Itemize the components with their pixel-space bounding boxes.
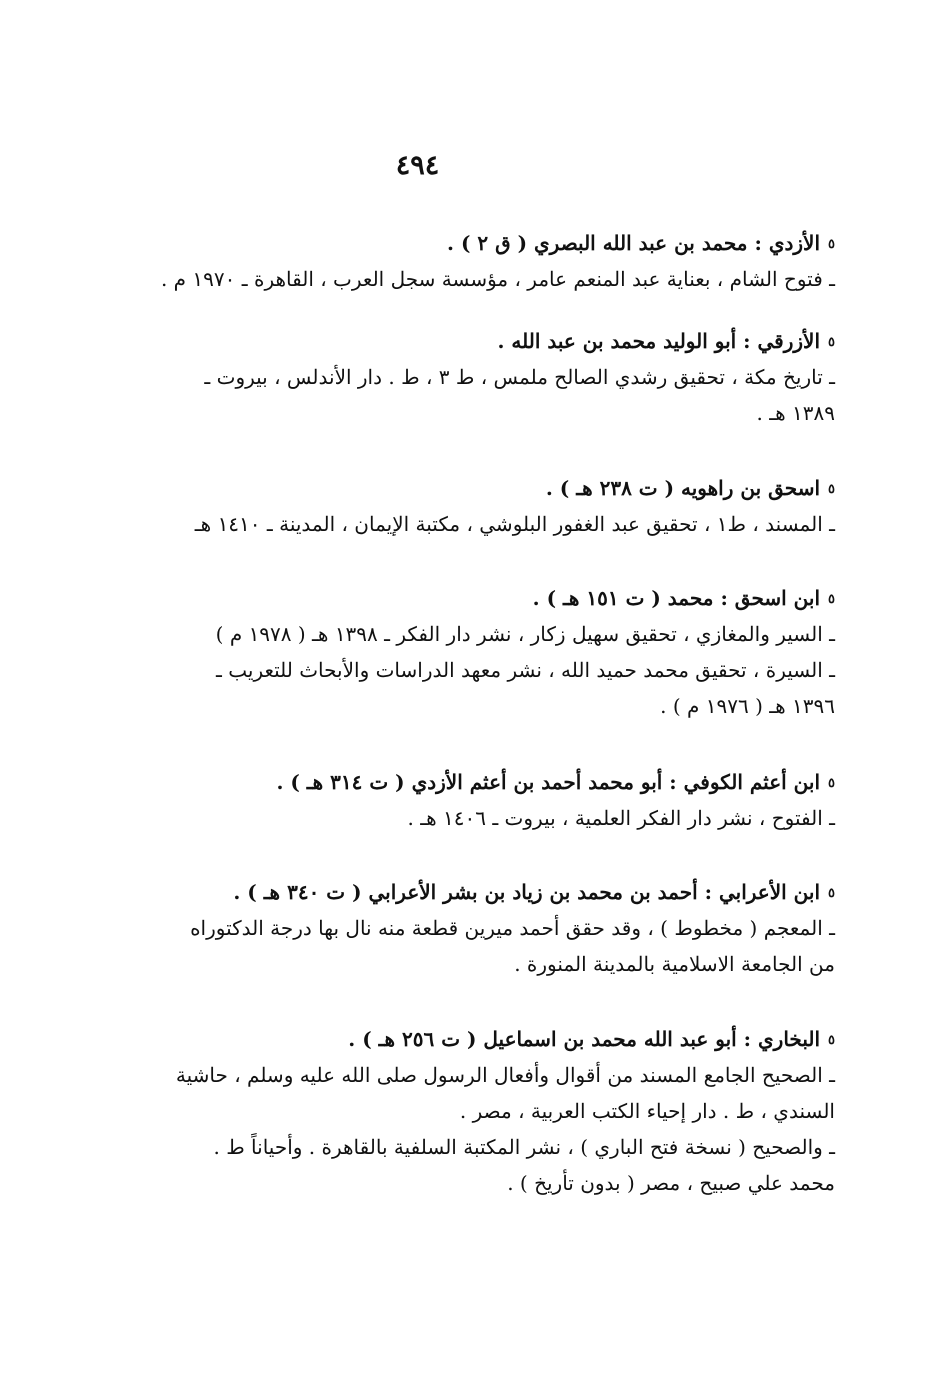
entry-line: ـ السير والمغازي ، تحقيق سهيل زكار ، نشر دار الفكر ـ ١٣٩٨ هـ ( ١٩٧٨ م ) — [215, 622, 835, 646]
entry-heading — [82, 1021, 835, 1057]
entry-heading-text: اسحق بن راهويه ( ت ٢٣٨ هـ ) . — [545, 476, 821, 500]
entry-line: ـ السيرة ، تحقيق محمد حميد الله ، نشر معهد الدراسات والأبحاث للتعريب ـ — [216, 658, 835, 682]
bullet-icon: ٥ — [828, 592, 835, 607]
entry-heading — [82, 764, 835, 800]
entry-heading — [82, 225, 835, 261]
entry-heading — [82, 874, 835, 910]
bibliography-entry — [82, 874, 835, 982]
bullet-icon: ٥ — [828, 335, 835, 350]
entry-line: السندي ، ط . دار إحياء الكتب العربية ، مصر . — [459, 1099, 835, 1123]
bullet-icon: ٥ — [828, 1033, 835, 1048]
bullet-icon: ٥ — [828, 886, 835, 901]
entry-line: ـ المسند ، ط١ ، تحقيق عبد الغفور البلوشي ، مكتبة الإيمان ، المدينة ـ ١٤١٠ هـ — [194, 512, 835, 536]
bullet-icon: ٥ — [828, 237, 835, 252]
entry-line: ١٣٩٦ هـ ( ١٩٧٦ م ) . — [660, 694, 835, 718]
entry-line: ـ تاريخ مكة ، تحقيق رشدي الصالح ملمس ، ط ٣ ، ط . دار الأندلس ، بيروت ـ — [204, 365, 835, 389]
entry-line: ـ فتوح الشام ، بعناية عبد المنعم عامر ، مؤسسة سجل العرب ، القاهرة ـ ١٩٧٠ م . — [160, 267, 835, 291]
bibliography-list — [82, 225, 835, 1201]
entry-heading — [82, 470, 835, 506]
entry-line: ـ الفتوح ، نشر دار الفكر العلمية ، بيروت ـ ١٤٠٦ هـ . — [407, 806, 835, 830]
entry-heading — [82, 323, 835, 359]
bibliography-entry — [82, 764, 835, 836]
entry-line: محمد علي صبيح ، مصر ( بدون تأريخ ) . — [507, 1171, 835, 1195]
entry-line: ـ الصحيح الجامع المسند من أقوال وأفعال الرسول صلى الله عليه وسلم ، حاشية — [175, 1063, 835, 1087]
bullet-icon: ٥ — [828, 776, 835, 791]
entry-heading — [82, 580, 835, 616]
entry-heading-text: الأزرقي : أبو الوليد محمد بن عبد الله . — [497, 329, 821, 353]
bibliography-entry — [82, 225, 835, 297]
entry-heading-text: البخاري : أبو عبد الله محمد بن اسماعيل ( ت ٢٥٦ هـ ) . — [348, 1027, 821, 1051]
bibliography-entry — [82, 1021, 835, 1201]
entry-line: من الجامعة الاسلامية بالمدينة المنورة . — [514, 952, 835, 976]
bullet-icon: ٥ — [828, 482, 835, 497]
entry-line: ـ المعجم ( مخطوط ) ، وقد حقق أحمد ميرين قطعة منه نال بها درجة الدكتوراه — [190, 916, 835, 940]
entry-line: ـ والصحيح ( نسخة فتح الباري ) ، نشر المكتبة السلفية بالقاهرة . وأحياناً ط . — [213, 1135, 835, 1159]
bibliography-entry — [82, 323, 835, 431]
entry-heading-text: ابن اسحق : محمد ( ت ١٥١ هـ ) . — [532, 586, 821, 610]
entry-heading-text: الأزدي : محمد بن عبد الله البصري ( ق ٢ ) . — [447, 231, 821, 255]
entry-heading-text: ابن أعثم الكوفي : أبو محمد أحمد بن أعثم الأزدي ( ت ٣١٤ هـ ) . — [276, 770, 821, 794]
bibliography-entry — [82, 470, 835, 542]
page-number: ٤٩٤ — [395, 150, 440, 181]
entry-heading-text: ابن الأعرابي : أحمد بن محمد بن زياد بن بشر الأعرابي ( ت ٣٤٠ هـ ) . — [233, 880, 821, 904]
entry-line: ١٣٨٩ هـ . — [756, 401, 835, 425]
bibliography-entry — [82, 580, 835, 724]
